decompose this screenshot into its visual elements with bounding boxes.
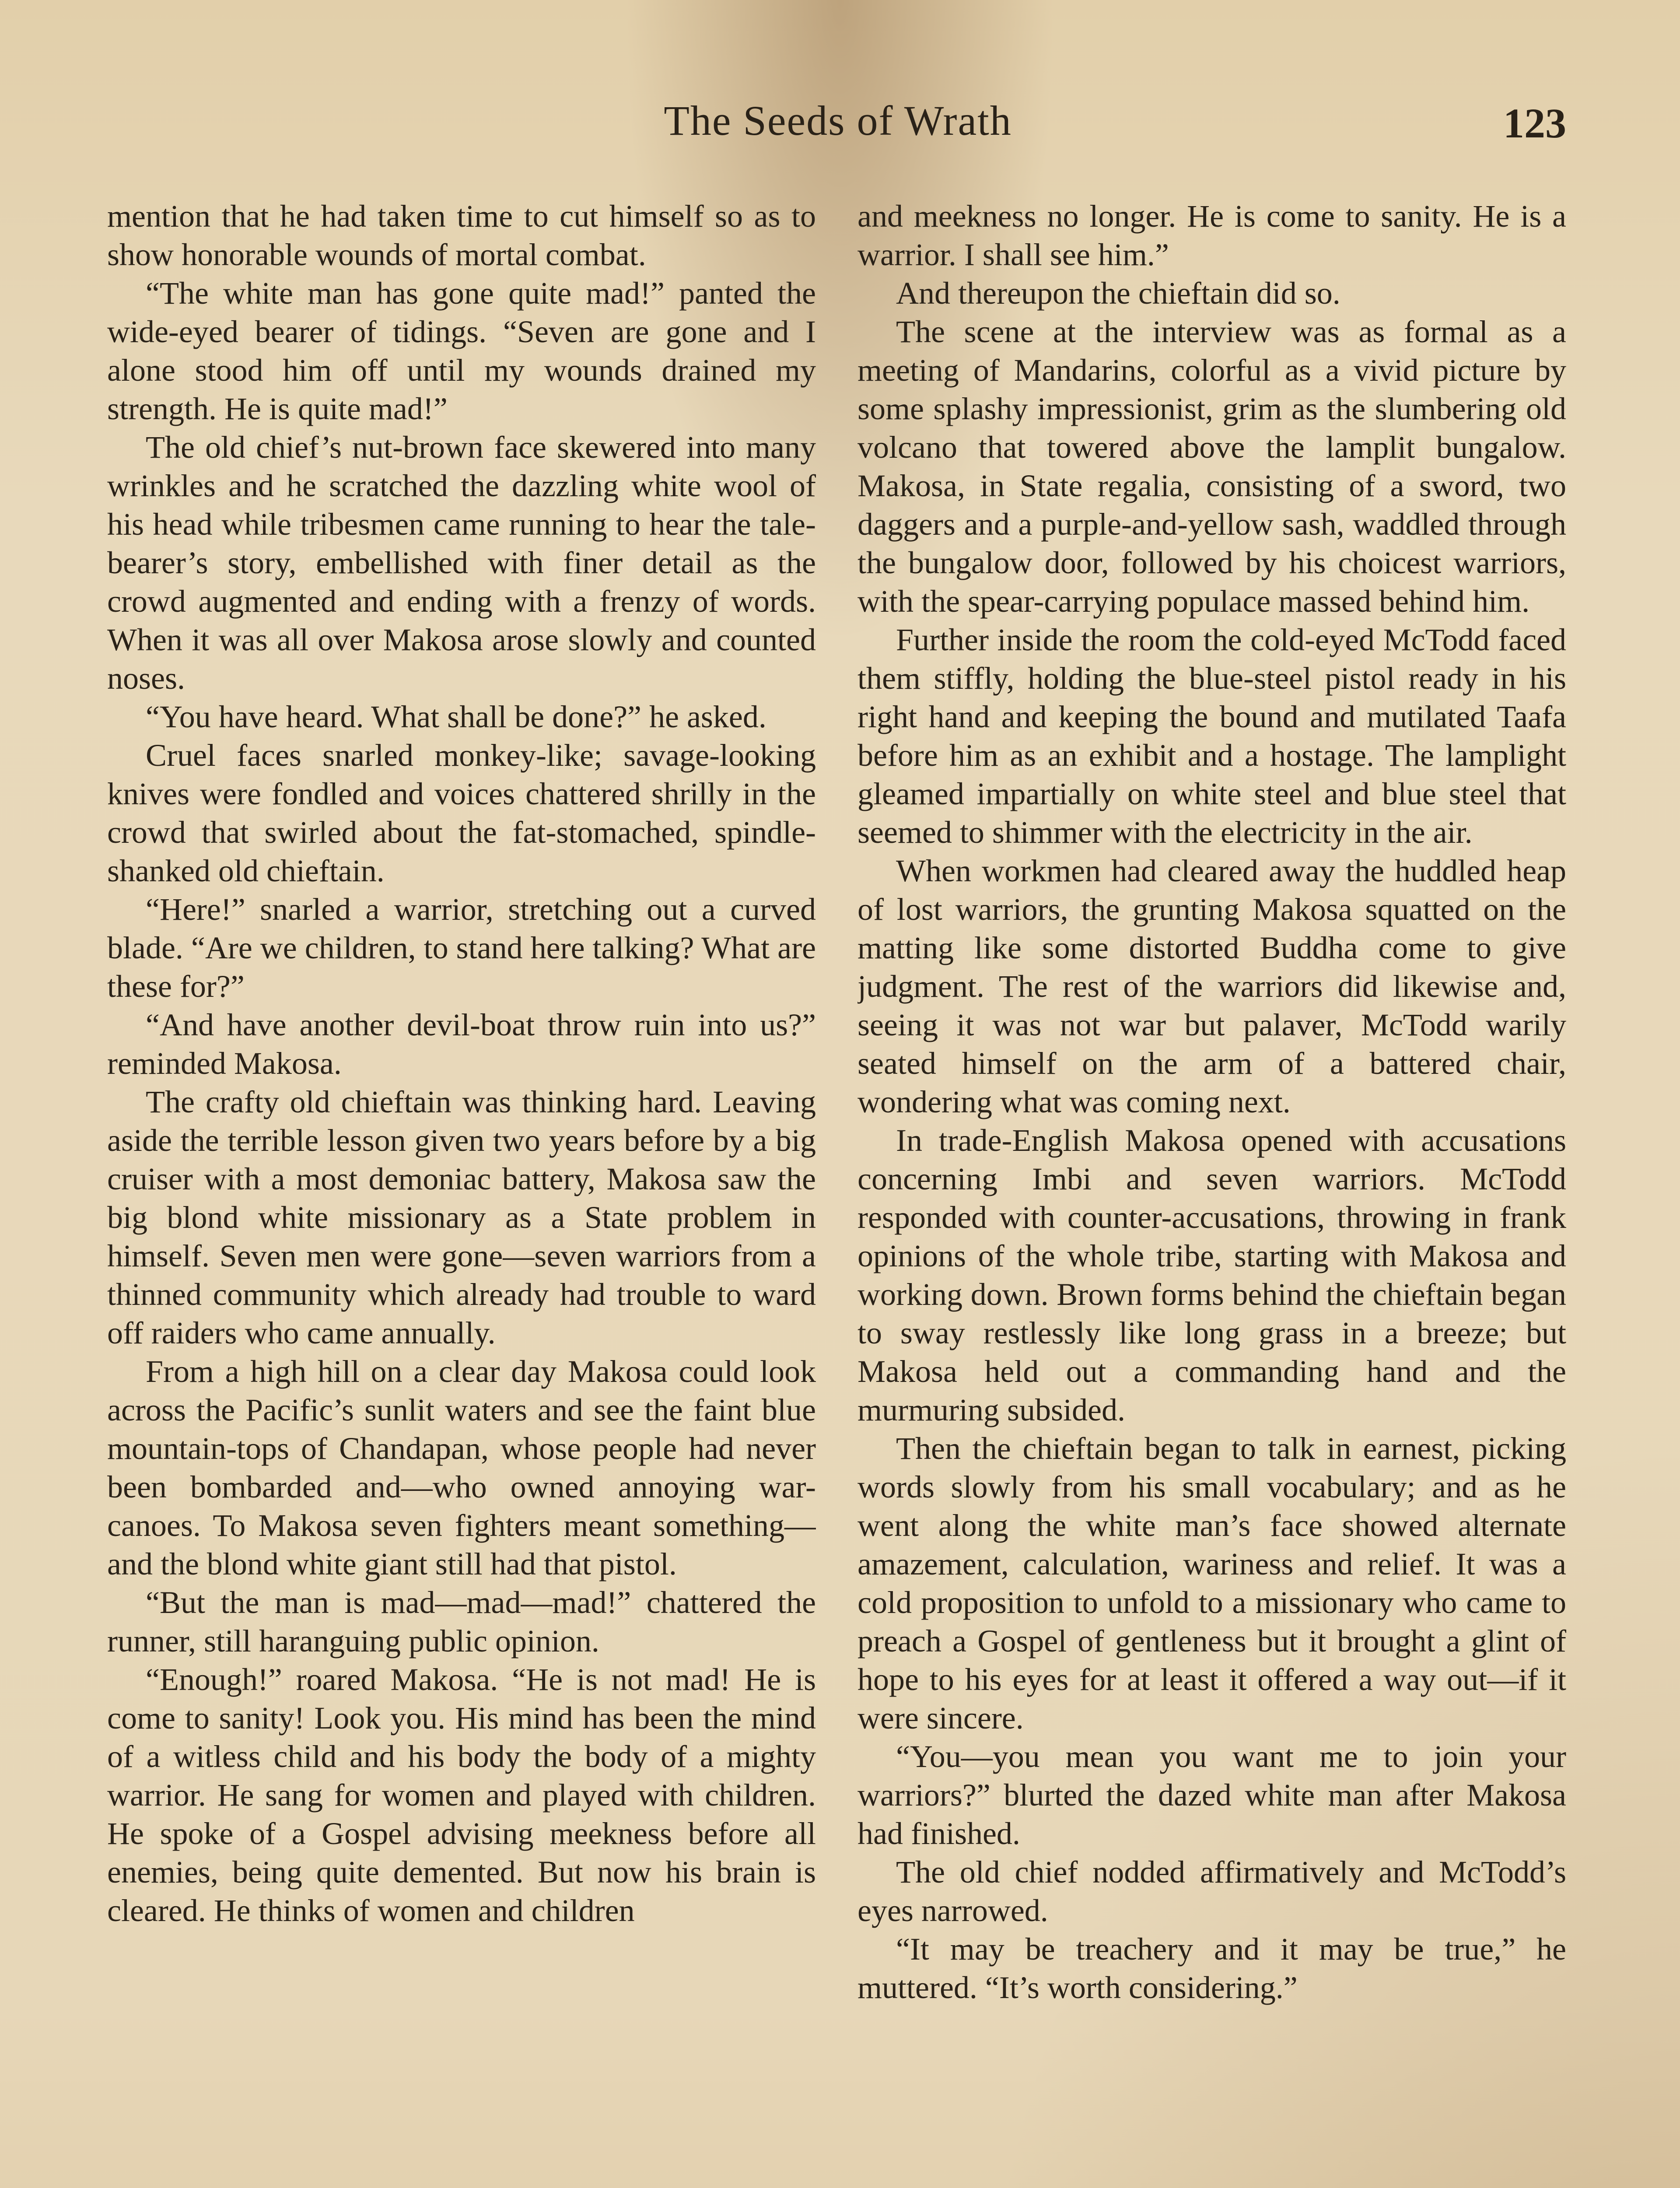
text-columns xyxy=(107,197,1566,2188)
paragraph: The old chief’s nut-brown face skewered into many wrinkles and he scratched the dazzling white wool of his head while tribesmen came running to hear the tale-bearer’s story, embellished with finer detail as the crowd augmented and ending with a frenzy of words. When it was all over Makosa arose slowly and counted noses. xyxy=(107,430,816,696)
paragraph: The crafty old chieftain was thinking hard. Leaving aside the terrible lesson given two years before by a big cruiser with a most demoniac battery, Makosa saw the big blond white missionary as a State problem in himself. Seven men were gone—seven warriors from a thinned community which already had trouble to ward off raiders who came annually. xyxy=(107,1084,816,1350)
paragraph: From a high hill on a clear day Makosa could look across the Pacific’s sunlit waters and see the faint blue mountain-tops of Chandapan, whose people had never been bombarded and—who owned annoying war-canoes. To Makosa seven fighters meant something—and the blond white giant still had that pistol. xyxy=(107,1354,816,1581)
paragraph: “You—you mean you want me to join your warriors?” blurted the dazed white man after Makosa had finished. xyxy=(858,1739,1566,1851)
paragraph: In trade-English Makosa opened with accusations concerning Imbi and seven warriors. McTodd responded with counter-accusations, throwing in frank opinions of the whole tribe, starting with Makosa and working down. Brown forms behind the chieftain began to sway restlessly like long grass in a breeze; but Makosa held out a commanding hand and the murmuring subsided. xyxy=(858,1123,1566,1427)
paragraph: The scene at the interview was as formal as a meeting of Mandarins, colorful as a vivid picture by some splashy impressionist, grim as the slumbering old volcano that towered above the lamplit bungalow. Makosa, in State regalia, consisting of a sword, two daggers and a purple-and-yellow sash, waddled through the bungalow door, followed by his choicest warriors, with the spear-carrying populace massed behind him. xyxy=(858,314,1566,619)
paragraph: Then the chieftain began to talk in earnest, picking words slowly from his small vocabulary; and as he went along the white man’s face showed alternate amazement, calculation, wariness and relief. It was a cold proposition to unfold to a missionary who came to preach a Gospel of gentleness but it brought a glint of hope to his eyes for at least it offered a way out—if it were sincere. xyxy=(858,1431,1566,1736)
paragraph: “And have another devil-boat throw ruin into us?” reminded Makosa. xyxy=(107,1007,816,1081)
paragraph: “You have heard. What shall be done?” he asked. xyxy=(146,699,766,734)
paragraph: “Enough!” roared Makosa. “He is not mad! He is come to sanity! Look you. His mind has been the mind of a witless child and his body the body of a mighty warrior. He sang for women and played with children. He spoke of a Gospel advising meekness before all enemies, being quite demented. But now his brain is cleared. He thinks of women and children xyxy=(107,1662,816,1928)
paragraph: Further inside the room the cold-eyed McTodd faced them stiffly, holding the blue-steel pistol ready in his right hand and keeping the bound and mutilated Taafa before him as an exhibit and a hostage. The lamplight gleamed impartially on white steel and blue steel that seemed to shimmer with the electricity in the air. xyxy=(858,622,1566,850)
left-column xyxy=(107,197,816,2188)
paragraph: mention that he had taken time to cut himself so as to show honorable wounds of mortal combat. xyxy=(107,199,816,272)
paragraph: “The white man has gone quite mad!” panted the wide-eyed bearer of tidings. “Seven are gone and I alone stood him off until my wounds drained my strength. He is quite mad!” xyxy=(107,276,816,426)
paragraph: The old chief nodded affirmatively and McTodd’s eyes narrowed. xyxy=(858,1855,1566,1928)
page-number: 123 xyxy=(1503,100,1566,147)
running-title: The Seeds of Wrath xyxy=(664,97,1012,144)
page-header xyxy=(109,97,1566,161)
paragraph: When workmen had cleared away the huddled heap of lost warriors, the grunting Makosa squatted on the matting like some distorted Buddha come to give judgment. The rest of the warriors did likewise and, seeing it was not war but palaver, McTodd warily seated himself on the arm of a battered chair, wondering what was coming next. xyxy=(858,853,1566,1119)
paragraph: Cruel faces snarled monkey-like; savage-looking knives were fondled and voices chattered shrilly in the crowd that swirled about the fat-stomached, spindle-shanked old chieftain. xyxy=(107,738,816,888)
paragraph: “But the man is mad—mad—mad!” chattered the runner, still haranguing public opinion. xyxy=(107,1585,816,1659)
paragraph: and meekness no longer. He is come to sanity. He is a warrior. I shall see him.” xyxy=(858,199,1566,272)
paragraph: “It may be treachery and it may be true,” he muttered. “It’s worth considering.” xyxy=(858,1932,1566,2005)
right-column xyxy=(858,197,1566,2188)
paragraph: “Here!” snarled a warrior, stretching out a curved blade. “Are we children, to stand here talking? What are these for?” xyxy=(107,892,816,1004)
paragraph: And thereupon the chieftain did so. xyxy=(896,276,1340,311)
